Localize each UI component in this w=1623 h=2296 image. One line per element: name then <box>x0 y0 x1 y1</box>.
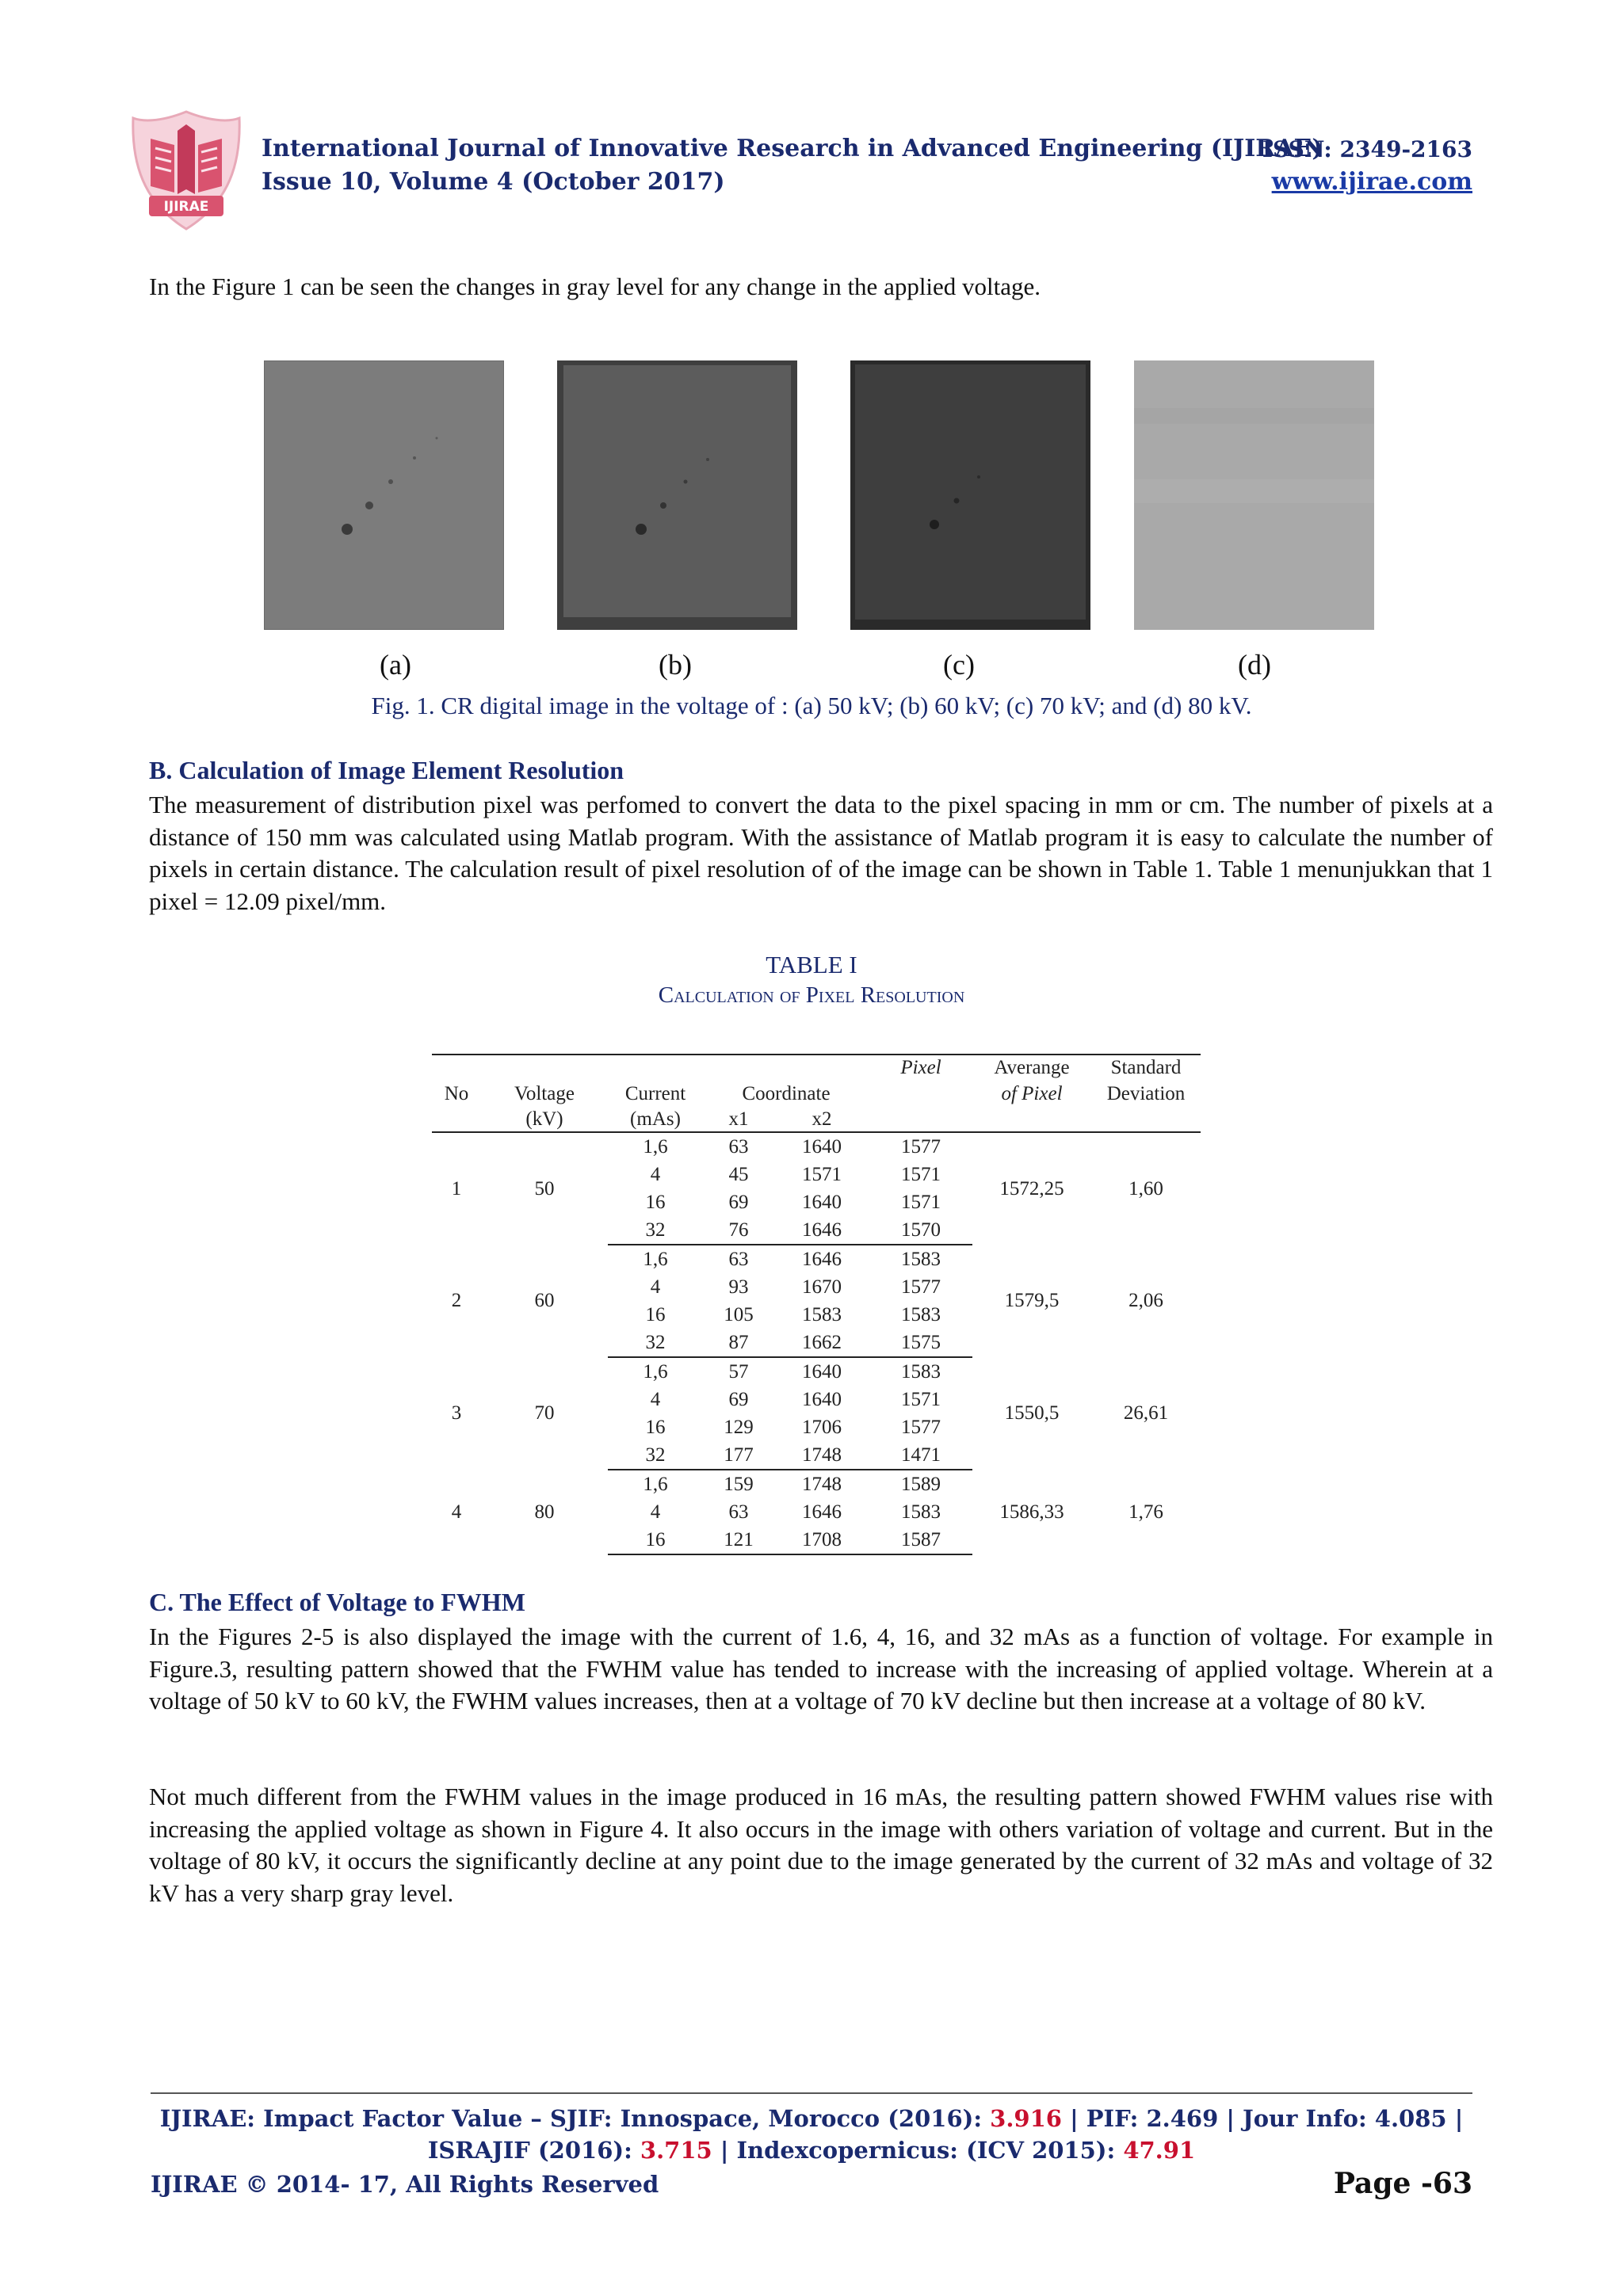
cell-x1: 129 <box>724 1416 754 1438</box>
cell-pixel: 1583 <box>901 1501 941 1523</box>
section-b-paragraph: The measurement of distribution pixel was perfomed to convert the data to the pixel spacing in mm or cm. The number of pixels at a distance of 150 mm was calculated using Matlab program. With the assistance of Matlab program it is easy to calculate the number of pixels in certain distance. The calculation result of pixel resolution of of the image can be shown in Table 1. Table 1 menunjukkan that 1 pixel = 12.09 pixel/mm. <box>149 791 1493 915</box>
figure-caption: Fig. 1. CR digital image in the voltage of : (a) 50 kV; (b) 60 kV; (c) 70 kV; and (d) 80 kV. <box>371 692 1252 719</box>
cell-x1: 93 <box>728 1276 749 1298</box>
cell-x1: 87 <box>703 1329 774 1357</box>
journal-title: International Journal of Innovative Research in Advanced Engineering (IJIRAE) <box>262 135 1323 162</box>
cell-voltage: 70 <box>534 1402 555 1424</box>
cell-average: 1579,5 <box>1004 1290 1060 1311</box>
cell-pixel: 1575 <box>869 1329 972 1357</box>
pixel-resolution-table <box>432 1054 1201 1555</box>
cell-pixel: 1587 <box>869 1526 972 1554</box>
cell-x2: 1646 <box>802 1501 842 1523</box>
cell-pixel: 1577 <box>901 1416 941 1438</box>
footer-impact-line-1: IJIRAE: Impact Factor Value – SJIF: Innospace, Morocco (2016): 3.916 | PIF: 2.469 | Jour Info: 4.085 | <box>159 2105 1464 2132</box>
cell-pixel: 1583 <box>901 1303 941 1325</box>
logo-text: IJIRAE <box>163 199 209 215</box>
cell-current: 32 <box>608 1441 703 1470</box>
sjif-value: 3.916 <box>990 2105 1062 2132</box>
cell-current: 16 <box>645 1416 666 1438</box>
cell-current: 1,6 <box>643 1360 668 1383</box>
header-average-2: of Pixel <box>1001 1082 1063 1104</box>
header-voltage-unit: (kV) <box>481 1107 608 1132</box>
cell-current: 4 <box>650 1276 661 1298</box>
table-group-1 <box>432 1132 1201 1245</box>
cell-x1: 159 <box>724 1473 754 1495</box>
cell-x2: 1640 <box>802 1360 842 1383</box>
figure-image-d <box>1134 360 1374 630</box>
cell-x2: 1571 <box>802 1163 842 1185</box>
section-c-paragraph-1: In the Figures 2-5 is also displayed the image with the current of 1.6, 4, 16, and 32 mAs as a function of voltage. For example in Figure.3, resulting pattern showed that the FWHM value has tended to increase with the increasing of applied voltage. Wherein at a voltage of 50 kV to 60 kV, the FWHM values increases, then at a voltage of 70 kV decline but then increase at a voltage of 80 kV. <box>149 1623 1493 1714</box>
table-title: TABLE I <box>766 951 857 978</box>
cell-voltage: 50 <box>534 1177 555 1199</box>
cell-x2: 1662 <box>774 1329 869 1357</box>
cell-x2: 1583 <box>802 1303 842 1325</box>
table-row <box>432 1245 1201 1273</box>
cell-x2: 1708 <box>774 1526 869 1554</box>
cell-pixel: 1577 <box>901 1135 941 1158</box>
cell-voltage: 80 <box>534 1501 555 1523</box>
cell-x2: 1748 <box>774 1441 869 1470</box>
israjif-value: 3.715 <box>640 2137 712 2164</box>
cell-no: 2 <box>451 1290 462 1311</box>
header-current: Current <box>624 1082 686 1104</box>
header-std-1: Standard <box>1091 1055 1201 1081</box>
table-group-4 <box>432 1470 1201 1554</box>
table-row <box>432 1470 1201 1498</box>
cell-pixel: 1571 <box>901 1388 941 1410</box>
cell-x2: 1640 <box>802 1135 842 1158</box>
issn: ISSN: 2349-2163 <box>1262 136 1472 162</box>
header-no: No <box>444 1082 469 1104</box>
cell-std: 1,60 <box>1128 1177 1163 1199</box>
header-voltage: Voltage <box>514 1082 575 1104</box>
figure-label-d: (d) <box>1238 649 1271 681</box>
figure-image-c <box>850 360 1090 630</box>
cell-pixel: 1570 <box>869 1216 972 1245</box>
cell-x2: 1640 <box>802 1191 842 1213</box>
cell-pixel: 1571 <box>901 1163 941 1185</box>
header-current-unit: (mAs) <box>608 1107 703 1132</box>
cell-pixel: 1471 <box>869 1441 972 1470</box>
page-number: Page -63 <box>1333 2167 1472 2200</box>
cell-no: 3 <box>451 1402 462 1424</box>
section-c-heading: C. The Effect of Voltage to FWHM <box>149 1588 525 1616</box>
cell-current: 1,6 <box>643 1473 668 1495</box>
cell-pixel: 1577 <box>901 1276 941 1298</box>
cell-x1: 69 <box>728 1388 749 1410</box>
cell-average: 1586,33 <box>999 1501 1064 1523</box>
cell-pixel: 1589 <box>901 1473 941 1495</box>
cell-x2: 1748 <box>802 1473 842 1495</box>
cell-current: 32 <box>608 1329 703 1357</box>
cell-x2: 1640 <box>802 1388 842 1410</box>
cell-std: 26,61 <box>1123 1402 1169 1424</box>
issue-info: Issue 10, Volume 4 (October 2017) <box>262 168 725 196</box>
cell-x1: 45 <box>728 1163 749 1185</box>
footer-divider <box>151 2092 1472 2094</box>
cell-current: 4 <box>650 1388 661 1410</box>
table-subtitle: Calculation of Pixel Resolution <box>658 982 965 1008</box>
section-c-paragraph-2: Not much different from the FWHM values in the image produced in 16 mAs, the resulting pattern showed FWHM values rise with increasing the applied voltage as shown in Figure 4. It also occurs in the image with others variation of voltage and current. But in the voltage of 80 kV, it occurs the significantly decline at any point due to the image generated by the current of 32 mAs and voltage of 32 kV has a very sharp gray level. <box>149 1783 1493 1907</box>
cell-no: 1 <box>451 1177 462 1199</box>
table-row <box>432 1132 1201 1161</box>
figure-image-a <box>264 360 504 630</box>
cell-x2: 1646 <box>802 1248 842 1270</box>
table-group-2 <box>432 1245 1201 1357</box>
cell-pixel: 1571 <box>901 1191 941 1213</box>
cell-x1: 105 <box>724 1303 754 1325</box>
table-group-3 <box>432 1357 1201 1470</box>
section-b-heading: B. Calculation of Image Element Resolution <box>149 756 624 784</box>
cell-current: 4 <box>650 1501 661 1523</box>
header-coordinate: Coordinate <box>742 1082 831 1104</box>
cell-pixel: 1583 <box>901 1360 941 1383</box>
cell-x1: 121 <box>703 1526 774 1554</box>
header-average-1: Averange <box>972 1055 1091 1081</box>
cell-average: 1572,25 <box>999 1177 1064 1199</box>
cell-no: 4 <box>451 1501 462 1523</box>
cell-current: 1,6 <box>643 1135 668 1158</box>
cell-average: 1550,5 <box>1004 1402 1060 1424</box>
cell-x1: 63 <box>728 1501 749 1523</box>
intro-text: In the Figure 1 can be seen the changes in gray level for any change in the applied voltage. <box>149 273 1041 300</box>
cell-current: 16 <box>645 1303 666 1325</box>
copyright: IJIRAE © 2014- 17, All Rights Reserved <box>151 2171 659 2198</box>
cell-current: 1,6 <box>643 1248 668 1270</box>
cell-x1: 63 <box>728 1248 749 1270</box>
figure-label-a: (a) <box>380 649 411 681</box>
website-link[interactable]: www.ijirae.com <box>1271 168 1472 196</box>
figure-image-b <box>557 360 797 630</box>
cell-x1: 76 <box>703 1216 774 1245</box>
table-row <box>432 1357 1201 1386</box>
cell-pixel: 1583 <box>901 1248 941 1270</box>
cell-current: 4 <box>650 1163 661 1185</box>
cell-current: 32 <box>608 1216 703 1245</box>
header-x1: x1 <box>703 1107 774 1132</box>
cell-voltage: 60 <box>534 1290 555 1311</box>
figure-label-b: (b) <box>659 649 692 681</box>
journal-logo <box>127 107 246 234</box>
cell-std: 2,06 <box>1128 1290 1163 1311</box>
cell-current: 16 <box>645 1191 666 1213</box>
figure-label-c: (c) <box>943 649 975 681</box>
cell-x2: 1646 <box>774 1216 869 1245</box>
header-pixel: Pixel <box>869 1055 972 1081</box>
icv-value: 47.91 <box>1123 2137 1196 2164</box>
cell-x1: 69 <box>728 1191 749 1213</box>
cell-x1: 57 <box>728 1360 749 1383</box>
header-x2: x2 <box>774 1107 869 1132</box>
header-std-2: Deviation <box>1106 1082 1186 1104</box>
cell-std: 1,76 <box>1128 1501 1163 1523</box>
cell-x2: 1706 <box>802 1416 842 1438</box>
footer-impact-line-2: ISRAJIF (2016): 3.715 | Indexcopernicus: (ICV 2015): 47.91 <box>427 2137 1196 2164</box>
cell-current: 16 <box>608 1526 703 1554</box>
cell-x1: 63 <box>728 1135 749 1158</box>
cell-x2: 1670 <box>802 1276 842 1298</box>
cell-x1: 177 <box>703 1441 774 1470</box>
